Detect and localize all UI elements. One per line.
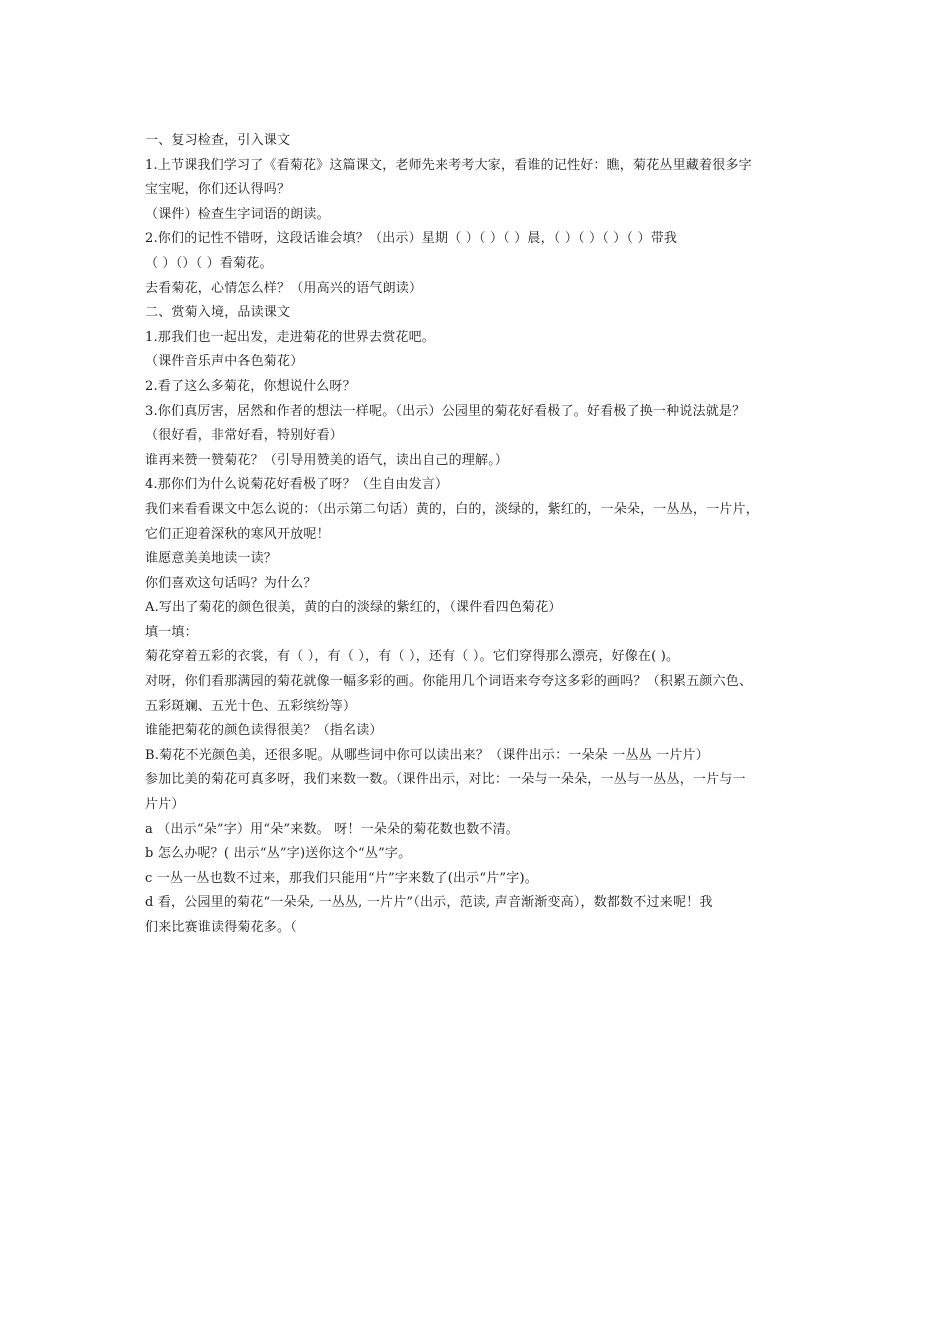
paragraph-line: 它们正迎着深秋的寒风开放呢！ (145, 526, 330, 542)
paragraph-line: d 看，公园里的菊花“一朵朵, 一丛丛, 一片片”（出示，范读, 声音渐渐变高），数都数不过来呢！我 (145, 895, 713, 911)
paragraph-line: 2.你们的记性不错呀，这段话谁会填？（出示）星期（ ）（ ）（ ）晨，（ ）（ ）（ ）（ ）带我 (145, 231, 678, 247)
paragraph-line: c 一丛一丛也数不过来，那我们只能用“片”字来数了(出示“片”字)。 (145, 870, 538, 886)
document-body (145, 129, 815, 941)
paragraph-line: 你们喜欢这句话吗？为什么？ (145, 575, 317, 591)
paragraph-line: 去看菊花，心情怎么样？（用高兴的语气朗读） (145, 280, 423, 296)
paragraph-line: （很好看，非常好看，特别好看） (145, 428, 344, 444)
paragraph-line: （课件音乐声中各色菊花） (145, 354, 304, 370)
paragraph-line: 菊花穿着五彩的衣裳，有（ ），有（ ），有（ ），还有（ ）。它们穿得那么漂亮，好像在( )。 (145, 649, 680, 665)
paragraph-line: 们来比赛谁读得菊花多。（ (145, 920, 297, 935)
paragraph-line: 参加比美的菊花可真多呀，我们来数一数。（课件出示，对比：一朵与一朵朵，一丛与一丛丛，一片与一 (145, 772, 746, 788)
section-heading-2: 二、赏菊入境，品读课文 (145, 305, 291, 321)
paragraph-line: 谁再来赞一赞菊花？（引导用赞美的语气，读出自己的理解。） (145, 452, 509, 468)
paragraph-line: 对呀，你们看那满园的菊花就像一幅多彩的画。你能用几个词语来夸夸这多彩的画吗？（积累五颜六色、 (145, 674, 753, 690)
paragraph-line: 填一填： (145, 624, 198, 640)
paragraph-line: （ ）（）（ ）看菊花。 (145, 255, 273, 271)
paragraph-line: a （出示“朵”字）用“朵”来数。 呀！一朵朵的菊花数也数不清。 (145, 821, 519, 837)
paragraph-line: 1.那我们也一起出发，走进菊花的世界去赏花吧。 (145, 329, 436, 345)
paragraph-line: 3.你们真厉害，居然和作者的想法一样呢。（出示）公园里的菊花好看极了。好看极了换一种说法就是？ (145, 403, 746, 419)
section-heading-1: 一、复习检查，引入课文 (145, 133, 291, 148)
paragraph-line: 4.那你们为什么说菊花好看极了呀？（生自由发言） (145, 477, 449, 493)
paragraph-line: （课件）检查生字词语的朗读。 (145, 206, 330, 222)
paragraph-line: 宝宝呢，你们还认得吗？ (145, 182, 291, 198)
paragraph-line: 谁愿意美美地读一读？ (145, 551, 278, 567)
paragraph-line: 我们来看看课文中怎么说的：（出示第二句话）黄的，白的，淡绿的，紫红的，一朵朵，一丛丛，一片片， (145, 501, 759, 517)
paragraph-line: b 怎么办呢？( 出示“丛”字)送你这个“丛”字。 (145, 846, 412, 862)
paragraph-line: 谁能把菊花的颜色读得很美？（指名读） (145, 723, 383, 739)
paragraph-line: A.写出了菊花的颜色很美，黄的白的淡绿的紫红的，（课件看四色菊花） (145, 600, 562, 616)
paragraph-line: 五彩斑斓、五光十色、五彩缤纷等） (145, 698, 357, 714)
paragraph-line: 2.看了这么多菊花，你想说什么呀？ (145, 378, 356, 394)
paragraph-line: 1.上节课我们学习了《看菊花》这篇课文，老师先来考考大家，看谁的记性好：瞧，菊花丛里藏着很多字 (145, 157, 752, 173)
paragraph-line: B.菊花不光颜色美，还很多呢。从哪些词中你可以读出来？（课件出示：一朵朵 一丛丛 一片片） (145, 747, 709, 763)
paragraph-line: 片片） (145, 797, 185, 813)
